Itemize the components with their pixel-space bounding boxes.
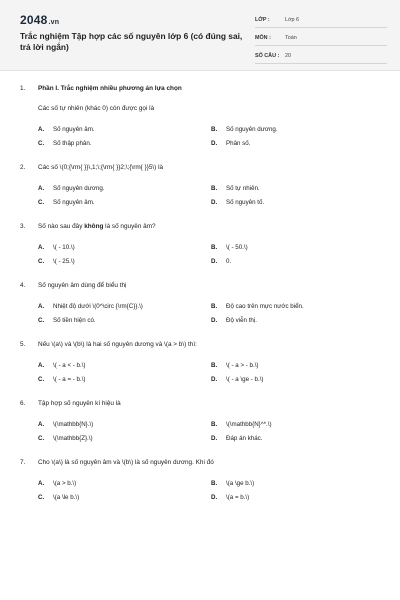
- option-text: \(a \le b.\): [53, 494, 80, 501]
- option-d[interactable]: [211, 198, 361, 207]
- option-b[interactable]: [211, 302, 361, 311]
- option-letter: A.: [38, 421, 45, 428]
- option-c[interactable]: [38, 493, 211, 502]
- option-c[interactable]: [38, 139, 211, 148]
- meta-row-subject: [255, 31, 387, 46]
- option-letter: A.: [38, 185, 45, 192]
- option-letter: C.: [38, 317, 45, 324]
- option-a[interactable]: [38, 125, 211, 134]
- options: [0, 420, 400, 443]
- question-text-row: [0, 163, 400, 173]
- option-letter: C.: [38, 435, 45, 442]
- option-b[interactable]: [211, 361, 361, 370]
- options: [0, 302, 400, 325]
- meta-value: Lớp 6: [285, 17, 300, 23]
- option-letter: D.: [211, 258, 218, 265]
- option-text: \( - a \ge - b.\): [226, 376, 264, 383]
- option-a[interactable]: [38, 243, 211, 252]
- option-text: Số thập phân.: [53, 140, 92, 147]
- question-number: 7.: [20, 459, 26, 466]
- option-letter: D.: [211, 435, 218, 442]
- option-text: Độ viễn thị.: [226, 317, 257, 324]
- option-text: Số nguyên tố.: [226, 199, 265, 206]
- option-letter: A.: [38, 480, 45, 487]
- option-a[interactable]: [38, 184, 211, 193]
- question-number: 4.: [20, 282, 26, 289]
- option-letter: B.: [211, 421, 218, 428]
- options: [0, 243, 400, 266]
- meta-row-class: [255, 13, 387, 28]
- question-text-row: [0, 340, 400, 350]
- question-text: Số nguyên âm dùng để biểu thị: [38, 282, 127, 289]
- option-letter: D.: [211, 199, 218, 206]
- option-letter: C.: [38, 140, 45, 147]
- option-d[interactable]: [211, 139, 361, 148]
- question-text: [38, 222, 380, 232]
- option-letter: A.: [38, 244, 45, 251]
- option-c[interactable]: [38, 434, 211, 443]
- option-text: Nhiệt độ dưới \(0^\circ {\rm{C}}.\): [53, 303, 143, 310]
- option-d[interactable]: [211, 493, 361, 502]
- option-text: \( - 50.\): [226, 244, 248, 251]
- option-text: \(a = b.\): [226, 494, 250, 501]
- option-text: \( - 25.\): [53, 258, 75, 265]
- option-b[interactable]: [211, 184, 361, 193]
- option-letter: C.: [38, 258, 45, 265]
- option-letter: C.: [38, 376, 45, 383]
- section-title: Phần I. Trắc nghiệm nhiều phương án lựa chọn: [38, 85, 182, 92]
- option-letter: C.: [38, 494, 45, 501]
- meta-label: LỚP :: [255, 17, 270, 23]
- meta-value: Toán: [285, 35, 297, 41]
- question-text-bold: không: [84, 223, 104, 230]
- meta-label: MÔN :: [255, 35, 271, 41]
- option-text: Số nguyên dương.: [53, 185, 105, 192]
- question-6: [0, 399, 400, 443]
- option-a[interactable]: [38, 479, 211, 488]
- option-c[interactable]: [38, 257, 211, 266]
- question-3: [0, 222, 400, 266]
- question-text-row: [0, 458, 400, 468]
- section-heading: [0, 84, 400, 94]
- question-text-row: [0, 399, 400, 409]
- options: [0, 479, 400, 502]
- option-a[interactable]: [38, 420, 211, 429]
- question-text: Các số \(0;{\rm{ }}\,1;\;{\rm{ }}2;\;{\rm{ }}5\) là: [38, 164, 164, 171]
- option-text: Đáp án khác.: [226, 435, 263, 442]
- question-number: 5.: [20, 341, 26, 348]
- question-text: Nếu \(a\) và \(b\) là hai số nguyên dương và \(a > b\) thì:: [38, 341, 197, 348]
- page-title: Trắc nghiệm Tập hợp các số nguyên lớp 6 (có đúng sai, trả lời ngắn): [20, 31, 243, 52]
- option-letter: D.: [211, 317, 218, 324]
- question-5: [0, 340, 400, 384]
- question-text-before: Số nào sau đây: [38, 223, 85, 230]
- option-letter: A.: [38, 362, 45, 369]
- question-text-row: [0, 222, 400, 232]
- option-text: Số nguyên dương.: [226, 126, 278, 133]
- page-header: [0, 0, 400, 71]
- options: [0, 184, 400, 207]
- option-letter: D.: [211, 494, 218, 501]
- option-letter: B.: [211, 244, 218, 251]
- option-letter: A.: [38, 126, 45, 133]
- option-text: Số nguyên âm.: [53, 126, 95, 133]
- option-letter: B.: [211, 362, 218, 369]
- option-text: \( - 10.\): [53, 244, 75, 251]
- brand-logo[interactable]: [20, 13, 59, 27]
- option-text: Số nguyên âm.: [53, 199, 95, 206]
- option-letter: C.: [38, 199, 45, 206]
- option-text: \(a \ge b.\): [226, 480, 255, 487]
- meta-value: 20: [285, 53, 291, 59]
- option-text: \( - a > - b.\): [226, 362, 259, 369]
- option-text: 0.: [226, 258, 232, 265]
- option-text: \( - a < - b.\): [53, 362, 86, 369]
- option-letter: B.: [211, 126, 218, 133]
- brand-name: 2048: [20, 13, 48, 27]
- option-c[interactable]: [38, 316, 211, 325]
- option-b[interactable]: [211, 479, 361, 488]
- option-letter: B.: [211, 185, 218, 192]
- options: [0, 125, 400, 148]
- option-d[interactable]: [211, 434, 361, 443]
- option-letter: B.: [211, 303, 218, 310]
- option-text: \( - a = - b.\): [53, 376, 86, 383]
- option-c[interactable]: [38, 375, 211, 384]
- meta-label: SỐ CÂU :: [255, 53, 280, 59]
- option-text: Số tự nhiên.: [226, 185, 260, 192]
- meta-panel: [255, 13, 387, 67]
- question-text: Tập hợp số nguyên kí hiệu là: [38, 400, 121, 407]
- option-b[interactable]: [211, 243, 361, 252]
- options: [0, 361, 400, 384]
- question-number: 3.: [20, 223, 26, 230]
- option-d[interactable]: [211, 316, 361, 325]
- option-letter: D.: [211, 140, 218, 147]
- question-number: 1.: [20, 85, 26, 92]
- option-a[interactable]: [38, 302, 211, 311]
- question-2: [0, 163, 400, 207]
- question-text-row: [0, 104, 400, 114]
- option-text: \(a > b.\): [53, 480, 77, 487]
- option-text: Độ cao trên mực nước biển.: [226, 303, 304, 310]
- meta-row-count: [255, 49, 387, 64]
- question-text-after: là số nguyên âm?: [103, 223, 156, 230]
- question-text-row: [0, 281, 400, 291]
- option-b[interactable]: [211, 125, 361, 134]
- question-text: Cho \(a\) là số nguyên âm và \(b\) là số nguyên dương. Khi đó: [38, 459, 214, 466]
- question-number: 6.: [20, 400, 26, 407]
- question-4: [0, 281, 400, 325]
- question-list: [0, 84, 400, 517]
- option-a[interactable]: [38, 361, 211, 370]
- brand-suffix: .vn: [48, 19, 60, 26]
- option-letter: A.: [38, 303, 45, 310]
- option-text: Số tiền hiện có.: [53, 317, 96, 324]
- option-d[interactable]: [211, 375, 361, 384]
- option-c[interactable]: [38, 198, 211, 207]
- option-text: \(\mathbb{N}^*.\): [226, 421, 272, 428]
- question-7: [0, 458, 400, 502]
- option-text: \(\mathbb{Z}.\): [53, 435, 93, 442]
- option-d[interactable]: [211, 257, 361, 266]
- option-letter: D.: [211, 376, 218, 383]
- question-number: 2.: [20, 164, 26, 171]
- question-1: [0, 84, 400, 148]
- option-text: \(\mathbb{N}.\): [53, 421, 94, 428]
- option-b[interactable]: [211, 420, 361, 429]
- question-text: Các số tự nhiên (khác 0) còn được gọi là: [38, 105, 155, 112]
- option-letter: B.: [211, 480, 218, 487]
- option-text: Phân số.: [226, 140, 251, 147]
